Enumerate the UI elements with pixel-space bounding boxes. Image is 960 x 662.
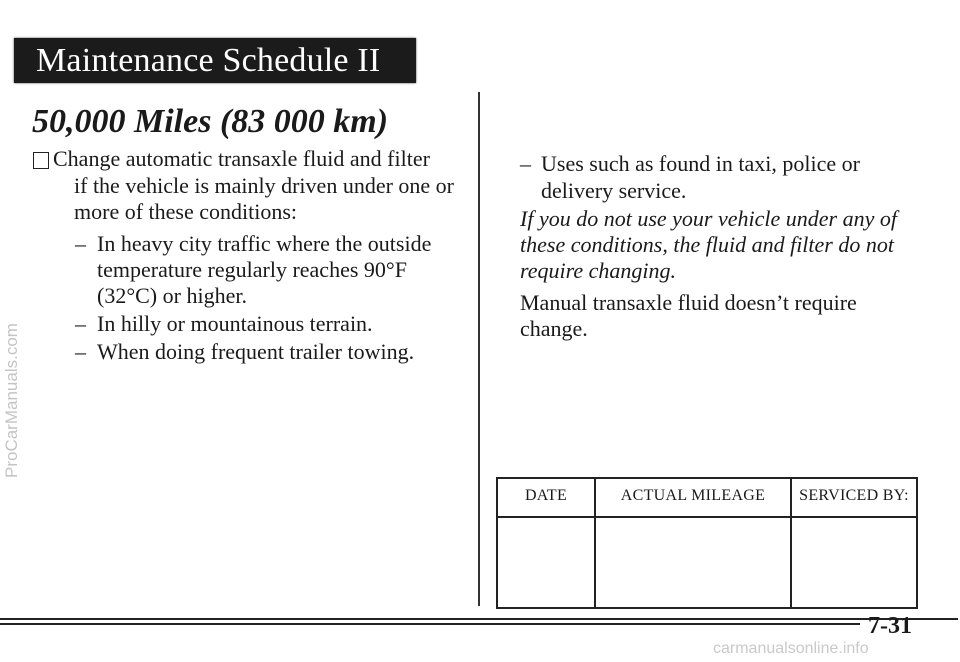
manual-note-line: Manual transaxle fluid doesn’t require bbox=[520, 290, 857, 315]
condition-line: Uses such as found in taxi, police or bbox=[541, 151, 860, 176]
condition-line: In hilly or mountainous terrain. bbox=[97, 311, 373, 336]
mileage-heading: 50,000 Miles (83 000 km) bbox=[32, 103, 389, 140]
table-header-rule bbox=[498, 516, 916, 518]
service-checkbox[interactable] bbox=[33, 152, 49, 169]
condition-line: temperature regularly reaches 90°F bbox=[97, 257, 407, 282]
main-item-line: Change automatic transaxle fluid and filter bbox=[53, 146, 430, 171]
condition-line: In heavy city traffic where the outside bbox=[97, 231, 432, 256]
condition-line: delivery service. bbox=[541, 178, 687, 203]
dash-bullet: – bbox=[75, 311, 86, 336]
footer-rule bbox=[0, 618, 958, 620]
dash-bullet: – bbox=[75, 231, 86, 256]
page-number: 7-31 bbox=[868, 613, 912, 639]
footer-rule bbox=[0, 623, 860, 625]
condition-line: When doing frequent trailer towing. bbox=[97, 339, 415, 364]
table-header-date: DATE bbox=[524, 487, 568, 504]
table-header-mileage: ACTUAL MILEAGE bbox=[620, 487, 766, 504]
page-title: Maintenance Schedule II bbox=[36, 42, 381, 79]
table-header-serviced-by: SERVICED BY: bbox=[799, 487, 909, 504]
main-item-line: if the vehicle is mainly driven under one or bbox=[74, 173, 454, 198]
side-watermark: ProCarManuals.com bbox=[2, 323, 21, 478]
dash-bullet: – bbox=[520, 151, 531, 176]
bottom-watermark: carmanualsonline.info bbox=[713, 640, 869, 657]
manual-note-line: change. bbox=[520, 316, 588, 341]
column-divider bbox=[478, 92, 480, 606]
service-log-table bbox=[496, 477, 918, 609]
condition-line: (32°C) or higher. bbox=[97, 283, 247, 308]
italic-note-line: these conditions, the fluid and filter do not bbox=[520, 232, 894, 257]
italic-note-line: require changing. bbox=[520, 258, 677, 283]
dash-bullet: – bbox=[75, 339, 86, 364]
italic-note-line: If you do not use your vehicle under any of bbox=[520, 206, 897, 231]
main-item-line: more of these conditions: bbox=[74, 199, 298, 224]
